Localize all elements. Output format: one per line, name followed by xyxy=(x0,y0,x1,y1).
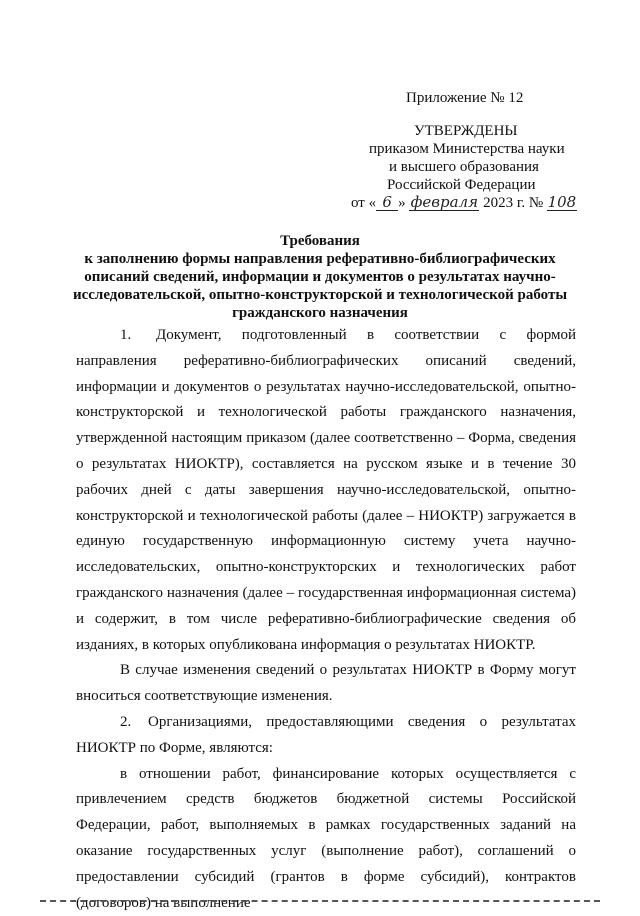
date-month: февраля xyxy=(410,193,479,211)
order-date-line xyxy=(351,193,577,213)
date-close: » xyxy=(398,195,406,211)
approved-label: УТВЕРЖДЕНЫ xyxy=(414,123,518,139)
paragraph-1-text: Документ, подготовленный в соответствии с формой направления реферативно-библиографических описаний сведений, информации и документов о результатах научно-исследовательской, опытно-конструкторской и технологической работы гражданского назначения, утвержденной настоящим приказом (далее соответственно – Форма, сведения о результатах НИОКТР), составляется на русском языке и в течение 30 рабочих дней с даты завершения научно-исследовательской, опытно-конструкторской и технологической работы (далее – НИОКТР) загружается в единую государственную информационную систему учета научно-исследовательских, опытно-конструкторских и технологических работ гражданского назначения (далее – государственная информационная система) и содержит, в том числе реферативно-библиографические сведения об изданиях, в которых опубликована информация о результатах НИОКТР. xyxy=(76,327,576,653)
title-line-3: описаний сведений, информации и документов о результатах научно- xyxy=(84,269,556,285)
order-line-2: и высшего образования xyxy=(389,159,539,175)
title-line-2: к заполнению формы направления реферативно-библиографических xyxy=(84,251,556,267)
paragraph-4-text: в отношении работ, финансирование которых осуществляется с привлечением средств бюджетов бюджетной системы Российской Федерации, работ, выполняемых в рамках государственных заданий на оказание государственных услуг (выполнение работ), соглашений о предоставлении субсидий (грантов в форме субсидий), контрактов (договоров) на выполнение xyxy=(76,765,576,911)
paragraph-2-text: В случае изменения сведений о результатах НИОКТР в Форму могут вноситься соответствующие изменения. xyxy=(76,662,576,705)
document-title xyxy=(70,232,570,322)
document-body xyxy=(76,323,576,916)
scan-edge-mark xyxy=(40,898,600,902)
order-number: 108 xyxy=(547,193,577,211)
paragraph-4 xyxy=(76,762,576,916)
paragraph-1-number: 1. xyxy=(120,327,132,343)
title-line-5: гражданского назначения xyxy=(232,305,408,321)
paragraph-2 xyxy=(76,658,576,710)
order-line-1: приказом Министерства науки xyxy=(369,141,565,157)
date-year: 2023 г. № xyxy=(483,195,544,211)
date-day: 6 xyxy=(376,194,398,211)
appendix-label: Приложение № 12 xyxy=(406,90,524,106)
paragraph-3-text: Организациями, предоставляющими сведения о результатах НИОКТР по Форме, являются: xyxy=(76,713,576,756)
date-prefix: от « xyxy=(351,195,377,211)
paragraph-3-number: 2. xyxy=(120,713,132,730)
paragraph-3 xyxy=(76,710,576,762)
title-line-1: Требования xyxy=(280,233,360,249)
title-line-4: исследовательской, опытно-конструкторской и технологической работы xyxy=(72,287,568,303)
order-line-3: Российской Федерации xyxy=(387,177,536,193)
paragraph-1 xyxy=(76,323,576,658)
